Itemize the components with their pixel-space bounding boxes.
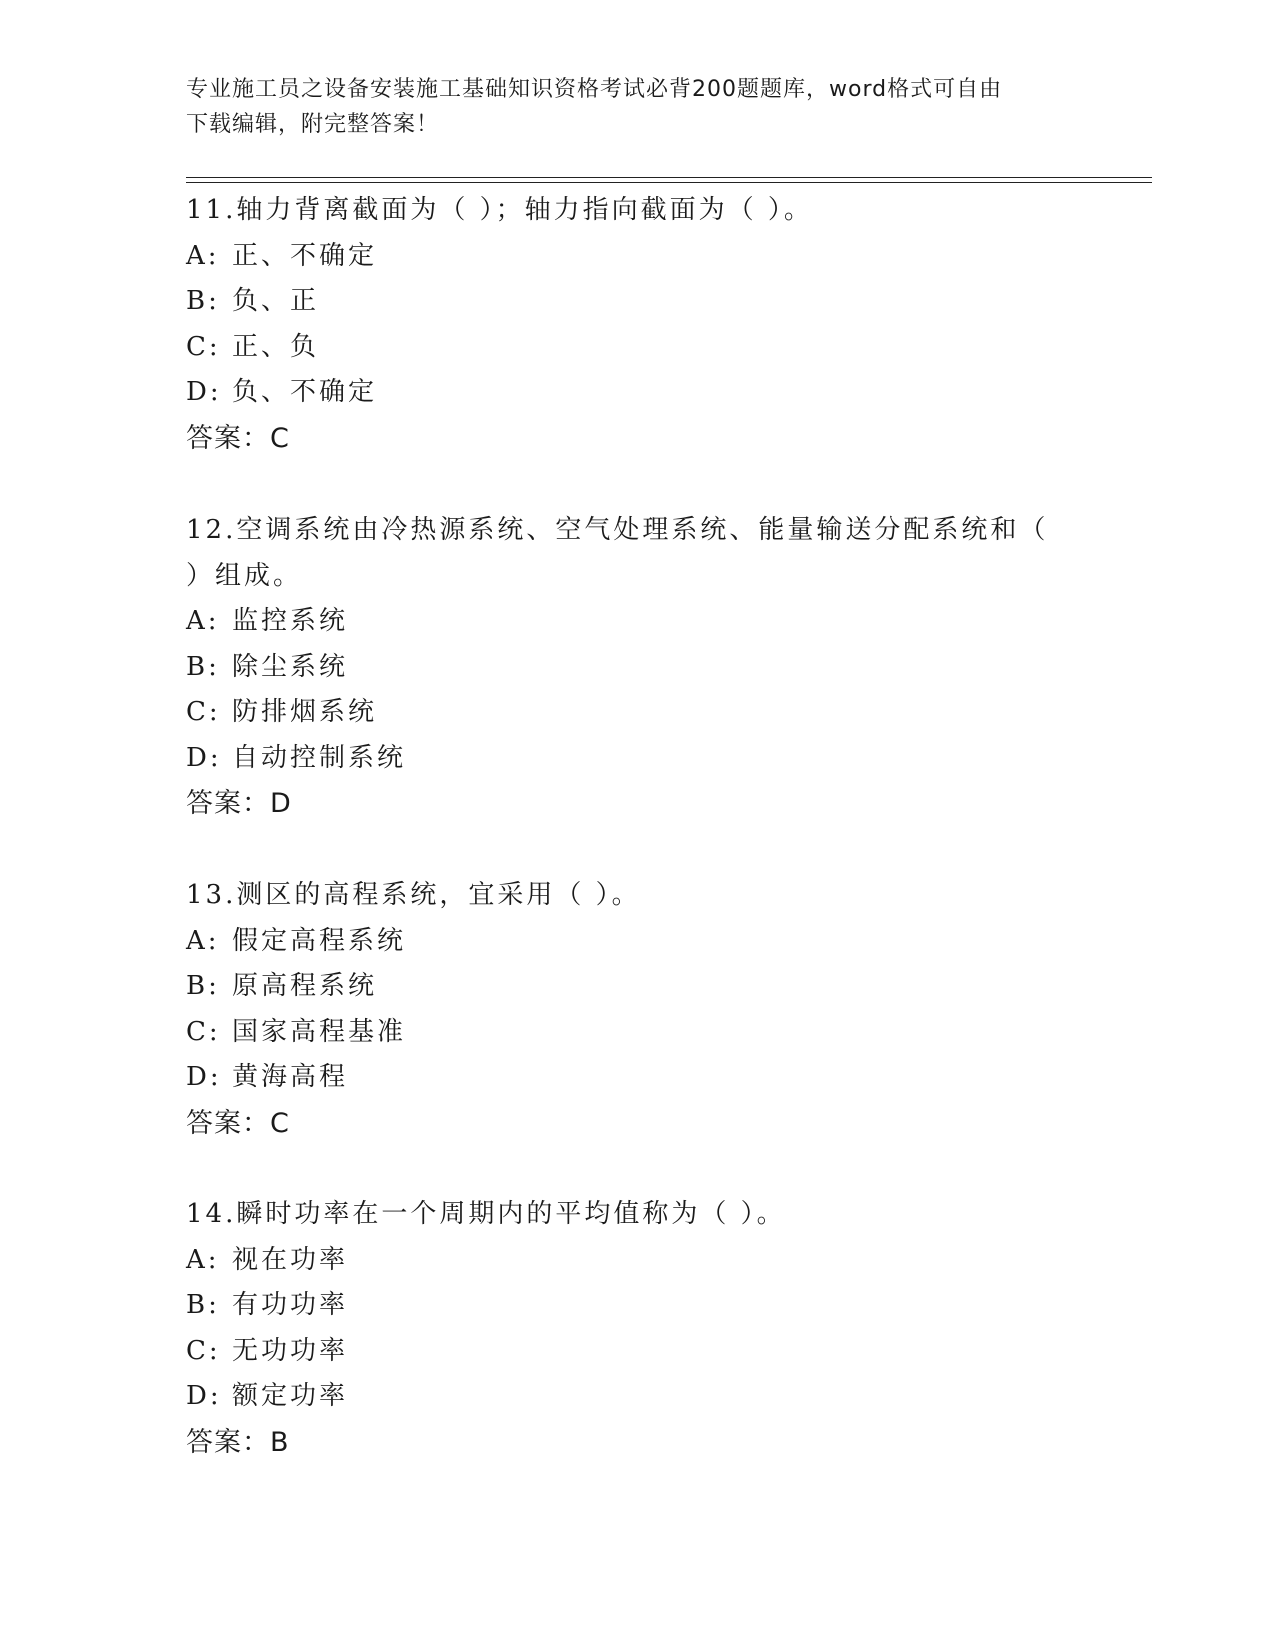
option-c (186, 1329, 1086, 1375)
option-text: 防排烟系统 (232, 697, 378, 727)
question-14 (186, 1192, 1086, 1465)
option-letter: D: (186, 1062, 222, 1092)
header-line-2: 下载编辑，附完整答案！ (186, 112, 440, 137)
option-letter: A: (186, 240, 220, 271)
document-header (186, 72, 1086, 142)
option-letter: C: (186, 697, 221, 727)
option-text: 负、不确定 (232, 377, 378, 407)
question-11 (186, 188, 1086, 461)
option-b (186, 1283, 1086, 1329)
option-a (186, 234, 1086, 280)
option-text: 假定高程系统 (232, 925, 407, 956)
option-text: 负、正 (232, 286, 320, 316)
option-letter: D: (186, 377, 222, 407)
option-text: 有功功率 (232, 1290, 349, 1320)
option-letter: B: (186, 1290, 220, 1320)
option-b (186, 645, 1086, 691)
option-letter: D: (186, 1381, 222, 1411)
question-stem: 12.空调系统由冷热源系统、空气处理系统、能量输送分配系统和（ (186, 515, 1049, 545)
option-text: 视在功率 (232, 1244, 349, 1275)
option-letter: C: (186, 1016, 221, 1047)
option-text: 正、负 (232, 331, 320, 362)
option-d (186, 370, 1086, 416)
option-letter: B: (186, 971, 220, 1001)
option-text: 无功功率 (232, 1335, 349, 1366)
option-c (186, 325, 1086, 371)
option-text: 自动控制系统 (232, 742, 407, 773)
question-stem: 13.测区的高程系统，宜采用（ ）。 (186, 880, 641, 910)
option-text: 原高程系统 (232, 971, 378, 1001)
header-divider-top (186, 177, 1152, 178)
option-c (186, 690, 1086, 736)
option-b (186, 964, 1086, 1010)
question-stem-continued: ）组成。 (186, 560, 303, 591)
question-12 (186, 508, 1086, 827)
option-letter: C: (186, 331, 221, 362)
option-a (186, 599, 1086, 645)
option-text: 正、不确定 (232, 240, 378, 271)
option-letter: B: (186, 651, 220, 682)
question-stem: 14.瞬时功率在一个周期内的平均值称为（ ）。 (186, 1199, 786, 1229)
option-text: 黄海高程 (232, 1062, 349, 1092)
header-line-1: 专业施工员之设备安装施工基础知识资格考试必背200题题库，word格式可自由 (186, 77, 1003, 102)
option-a (186, 1238, 1086, 1284)
option-d (186, 736, 1086, 782)
option-text: 监控系统 (232, 606, 349, 636)
answer-line: 答案：B (186, 1426, 290, 1458)
option-letter: D: (186, 742, 222, 773)
option-letter: C: (186, 1335, 221, 1366)
option-letter: A: (186, 925, 220, 956)
option-text: 除尘系统 (232, 651, 349, 682)
answer-line: 答案：C (186, 422, 290, 454)
option-letter: A: (186, 606, 220, 636)
option-d (186, 1374, 1086, 1420)
option-letter: A: (186, 1244, 220, 1275)
option-a (186, 919, 1086, 965)
header-divider-bottom (186, 182, 1152, 183)
option-letter: B: (186, 286, 220, 316)
option-d (186, 1055, 1086, 1101)
option-text: 额定功率 (232, 1381, 349, 1411)
option-c (186, 1010, 1086, 1056)
question-13 (186, 873, 1086, 1146)
option-b (186, 279, 1086, 325)
answer-line: 答案：D (186, 788, 292, 819)
answer-line: 答案：C (186, 1107, 290, 1139)
question-stem: 11.轴力背离截面为（ ）；轴力指向截面为（ ）。 (186, 195, 813, 225)
option-text: 国家高程基准 (232, 1016, 407, 1047)
